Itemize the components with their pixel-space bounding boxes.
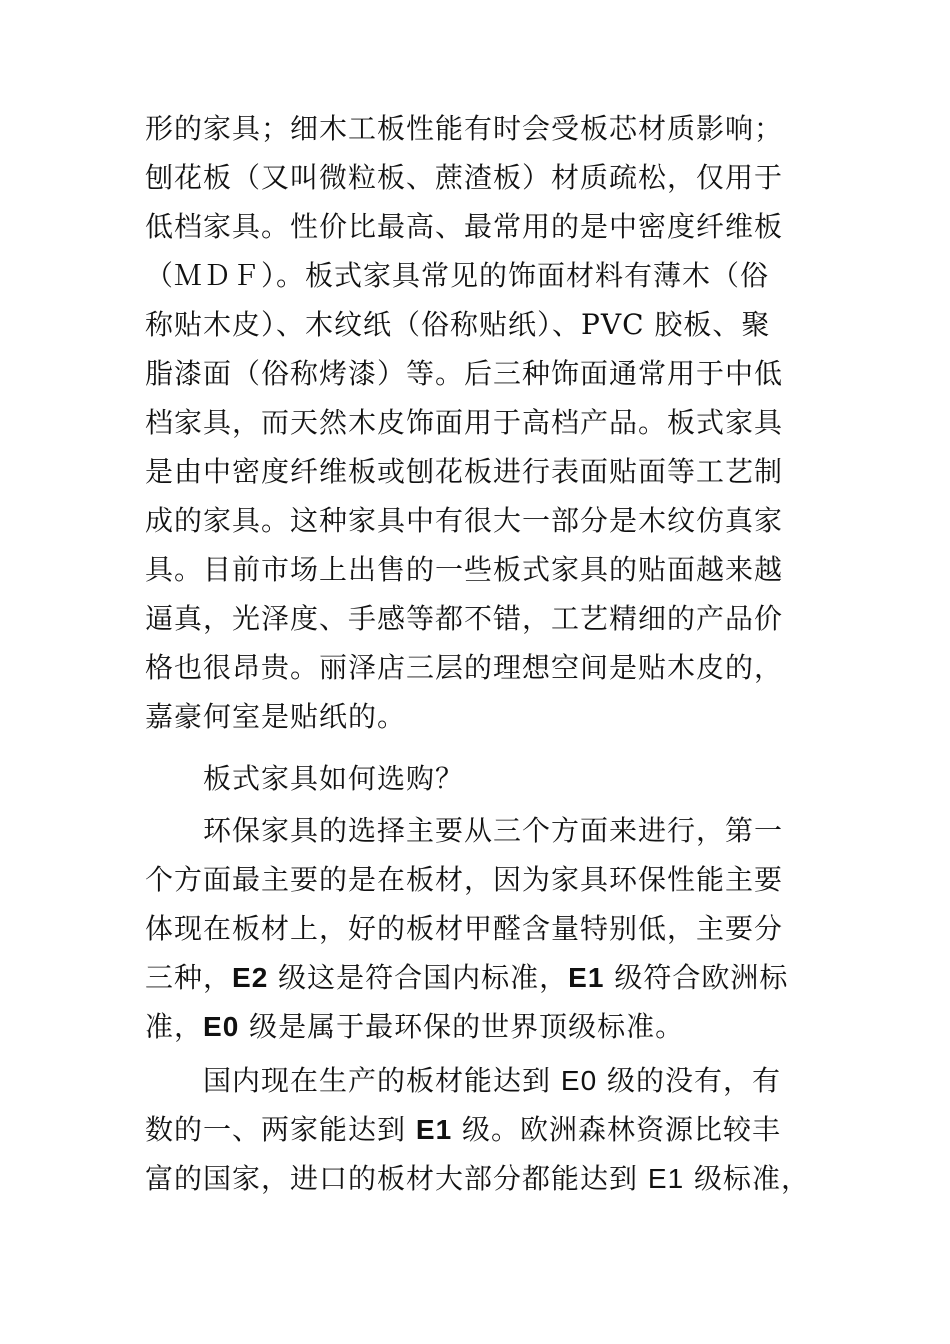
paragraph-3 [145, 1056, 810, 1203]
text-line: 刨花板（又叫微粒板、蔗渣板）材质疏松，仅用于 [145, 161, 784, 194]
text-line: 形的家具；细木工板性能有时会受板芯材质影响； [145, 112, 784, 145]
text-run: 级标准， [684, 1162, 810, 1195]
text-run: 三种， [145, 961, 233, 994]
text-line: 个方面最主要的是在板材，因为家具环保性能主要 [145, 863, 784, 896]
text-line: 低档家具。性价比最高、最常用的是中密度纤维板 [145, 210, 784, 243]
paragraph-2 [145, 806, 810, 1051]
text-line: 体现在板材上，好的板材甲醛含量特别低，主要分 [145, 912, 784, 945]
text-run: 级的没有，有 [597, 1064, 782, 1097]
grade-e1: E1 [568, 962, 605, 993]
text-line: （ＭＤＦ）。板式家具常见的饰面材料有薄木（俗 [145, 259, 770, 292]
text-run: 准， [145, 1010, 204, 1043]
section-heading-block [145, 754, 810, 803]
text-run: 级符合欧洲标 [604, 961, 789, 994]
text-run: 级。欧洲森林资源比较丰 [452, 1113, 782, 1146]
grade-e2: E2 [232, 962, 269, 993]
text-line: 环保家具的选择主要从三个方面来进行，第一 [203, 814, 784, 847]
text-line: 格也很昂贵。丽泽店三层的理想空间是贴木皮的， [145, 651, 784, 684]
text-line [145, 953, 810, 1002]
grade-e0: E0 [560, 1065, 598, 1096]
text-line: 嘉豪何室是贴纸的。 [145, 700, 407, 733]
text-line [145, 1154, 810, 1203]
grade-e1: E1 [415, 1114, 453, 1145]
text-run: 数的一、两家能达到 [145, 1113, 416, 1146]
grade-e0: E0 [203, 1011, 240, 1042]
paragraph-1 [145, 104, 810, 741]
text-line: 是由中密度纤维板或刨花板进行表面贴面等工艺制 [145, 455, 784, 488]
text-run: 级是属于最环保的世界顶级标准。 [239, 1010, 685, 1043]
text-line: 逼真，光泽度、手感等都不错，工艺精细的产品价 [145, 602, 784, 635]
section-heading: 板式家具如何选购？ [203, 762, 465, 795]
text-line: 脂漆面（俗称烤漆）等。后三种饰面通常用于中低 [145, 357, 784, 390]
text-line [145, 1002, 810, 1051]
text-line [145, 1056, 810, 1105]
grade-e1: E1 [647, 1163, 685, 1194]
text-line: 成的家具。这种家具中有很大一部分是木纹仿真家 [145, 504, 784, 537]
text-run: 富的国家，进口的板材大部分都能达到 [145, 1162, 648, 1195]
text-line: 档家具，而天然木皮饰面用于高档产品。板式家具 [145, 406, 784, 439]
text-line: 具。目前市场上出售的一些板式家具的贴面越来越 [145, 553, 784, 586]
text-line: 称贴木皮）、木纹纸（俗称贴纸）、PVC 胶板、聚 [145, 308, 771, 341]
text-run: 级这是符合国内标准， [268, 961, 569, 994]
text-line [145, 1105, 810, 1154]
text-run: 国内现在生产的板材能达到 [203, 1064, 561, 1097]
